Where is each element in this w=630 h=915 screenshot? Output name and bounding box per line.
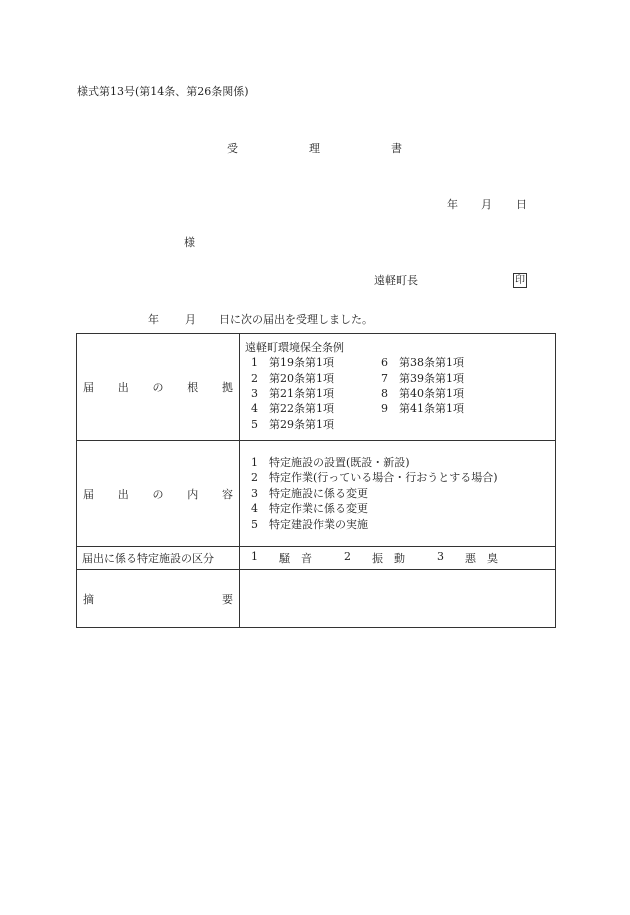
title-char-1: 受 [227,142,238,155]
content-item: 4 特定作業に係る変更 [251,502,368,516]
summary-value-cell[interactable] [240,570,556,628]
basis-label-cell [77,334,240,441]
receipt-text: 日に次の届出を受理しました。 [219,313,373,326]
summary-label-cell [77,570,240,628]
category-vibration: 振 動 [372,552,405,565]
seal-mark: 印 [515,275,525,286]
content-item: 3 特定施設に係る変更 [251,486,368,500]
basis-item-row: 5 第29条第1項 [251,417,334,431]
receipt-year-label: 年 [148,313,159,326]
basis-item-row: 3 第21条第1項 8 第40条第1項 [251,387,464,400]
basis-item-row: 4 第22条第1項 9 第41条第1項 [251,402,464,416]
issue-year-label: 年 [447,198,458,211]
category-row [77,547,556,570]
category-odor: 悪 臭 [465,552,498,565]
basis-label: 届 出 の 根 拠 [83,381,233,394]
ordinance-name: 遠軽町環境保全条例 [245,340,344,354]
issue-month-label: 月 [481,198,492,211]
content-value-cell [240,441,556,547]
addressee-suffix: 様 [184,236,195,249]
issue-day-label: 日 [516,198,527,211]
title-char-3: 書 [391,142,402,155]
content-item: 2 特定作業(行っている場合・行おうとする場合) [251,471,498,485]
basis-value-cell [240,334,556,441]
receipt-month-label: 月 [185,313,196,326]
basis-item-row: 2 第20条第1項 7 第39条第1項 [251,371,464,385]
receipt-table [76,333,556,628]
title-char-2: 理 [309,142,320,155]
content-label: 届 出 の 内 容 [83,487,233,501]
content-row [77,441,556,547]
summary-label: 摘 要 [83,592,233,606]
category-label: 届出に係る特定施設の区分 [82,552,214,565]
category-label-cell [77,547,240,570]
issuer-seal [513,273,527,288]
category-value-cell [240,547,556,570]
category-noise: 騒 音 [279,552,312,565]
summary-row [77,570,556,628]
category-options: 1 騒 音 2 振 動 3 悪 臭 [251,550,498,565]
form-number: 様式第13号(第14条、第26条関係) [77,85,249,98]
content-label-cell [77,441,240,547]
content-item: 5 特定建設作業の実施 [251,517,368,531]
basis-row [77,334,556,441]
content-item: 1 特定施設の設置(既設・新設) [251,455,410,469]
issuer-name: 遠軽町長 [374,274,418,287]
basis-item-row: 1 第19条第1項 6 第38条第1項 [251,356,464,370]
